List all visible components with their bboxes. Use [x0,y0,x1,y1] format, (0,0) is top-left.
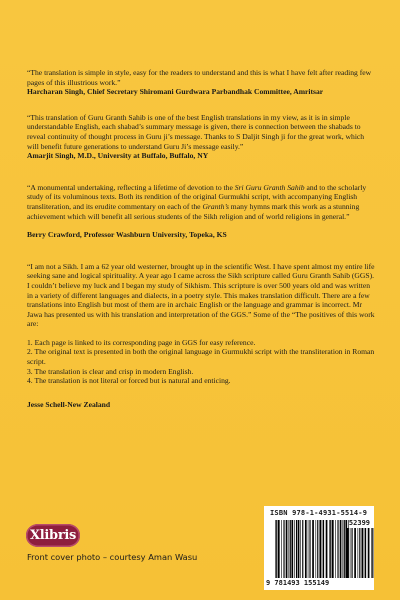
blurb-3 [27,183,377,240]
barcode-bar [291,520,293,578]
barcode-bar [300,520,301,578]
list-item: 1. Each page is linked to its corresponding page in GGS for easy reference. [27,337,256,347]
barcode-bar [368,528,370,578]
barcode-bar [281,520,282,578]
blurb-quote: “I am not a Sikh. I am a 62 year old westerner, brought up in the scientific West. I have spent almost my entire life seeking sane and logical spirituality. A year ago I came across the Sikh scripture called Guru Granth Sahib (GGS). I couldn’t believe my luck and I began my study of Sikhism. This scripture is over 500 years old and was written in a variety of different languages and dialects, in a poetry style. This makes translation difficult. There are a few translations into English but most of them are in archaic English or the language and grammar is incorrect. Mr Jawa has presented us with his translation and interpretation of the GGS.” Some of the “The positives of this work are: [27,261,375,329]
blurb-1 [27,68,377,97]
barcode-bar [358,528,359,578]
barcode-bar [317,520,318,578]
barcode-bar [283,520,284,578]
barcode-bar [309,520,310,578]
quote-italic-title: Granth’s [202,201,229,211]
quote-text: “A monumental undertaking, reflecting a lifetime of devotion to the [27,182,235,192]
xlibris-logo [26,524,80,547]
barcode-bar [344,520,345,578]
barcode-bar [322,520,323,578]
blurb-4 [27,262,377,410]
ean-number: 9 781493 155149 [266,579,330,587]
barcode-bar [352,528,353,578]
quote-text: many hymns mark this work as a stunning achievement which will benefit all serious students of the Sikh religion and of world religions in general.” [27,201,360,221]
list-item: 2. The original text is presented in both the original language in Gurmukhi script with the transliteration in Roman script. [27,347,375,367]
list-item: 4. The translation is not literal or forced but is natural and enticing. [27,376,231,386]
blurb-quote: “The translation is simple in style, easy for the readers to understand and this is what I have felt after reading few pages of this illustrious work.” [27,68,372,87]
barcode-bar [332,520,334,578]
barcode-bar [296,520,297,578]
positives-list [27,338,377,386]
barcode-bar [365,528,366,578]
barcode-bar [323,520,324,578]
addon-number: 52399 [348,519,370,527]
barcode-bar [286,520,288,578]
barcode-bar [364,528,365,578]
isbn-label: ISBN 978-1-4931-5514-9 [270,509,368,517]
barcode-bar [302,520,303,578]
barcode-bar [289,520,290,578]
blurb-attribution: Berry Crawford, Professor Washburn University, Topeka, KS [27,230,227,240]
barcode-bar [294,520,295,578]
barcode-bar [298,520,300,578]
barcode-bar [316,520,317,578]
barcode-bar [290,520,291,578]
blurb-attribution: Harcharan Singh, Chief Secretary Shiromani Gurdwara Parbandhak Committee, Amritsar [27,87,324,97]
blurb-2 [27,113,377,161]
barcode-bar [345,520,347,578]
quote-text: and to the scholarly study of its voluminous texts. Both its rendition of the original Gurmukhi script, with accompanying English transliteration, and its erudite commentary on each of the [27,182,367,211]
barcode-bar [347,528,349,578]
barcode-bar [312,520,314,578]
blurb-quote [27,183,377,221]
barcode-bar [308,520,309,578]
barcode-bar [305,520,307,578]
cover-photo-credit: Front cover photo – courtesy Aman Wasu [27,552,198,562]
barcode-bar [330,520,331,578]
list-item: 3. The translation is clear and crisp in modern English. [27,366,194,376]
barcode-bar [354,528,356,578]
blurb-quote: “This translation of Guru Granth Sahib is one of the best English translations in my view, as it is in simple understandable English, each shabad’s summary message is given, there is connection between the shabads to reveal continuity of thought process in Guru ji’s message. Thanks to S Daljit Singh ji for the great work, which will benefit future generations to understand Guru Ji’s message easily.” [27,112,365,151]
barcode-bar [335,520,336,578]
barcode [264,506,374,590]
barcode-bar [340,520,342,578]
barcode-bar [278,520,280,578]
barcode-bar [276,520,277,578]
barcode-bar [337,520,338,578]
barcode-bar [359,528,360,578]
blurb-attribution: Amarjit Singh, M.D., University at Buffalo, Buffalo, NY [27,151,209,161]
quote-italic-title: Sri Guru Granth Sahib [234,182,305,192]
barcode-bar [371,528,372,578]
blurb-attribution: Jesse Schell-New Zealand [27,399,111,409]
barcode-bar [329,520,330,578]
logo-text: Xlibris [29,528,77,543]
barcode-bar [362,528,364,578]
barcode-bar [343,520,344,578]
barcode-bar [372,528,373,578]
blurbs-section [27,68,377,425]
barcode-bar [326,520,328,578]
barcode-bar [275,520,276,578]
barcode-bar [350,528,351,578]
barcode-bar [319,520,321,578]
